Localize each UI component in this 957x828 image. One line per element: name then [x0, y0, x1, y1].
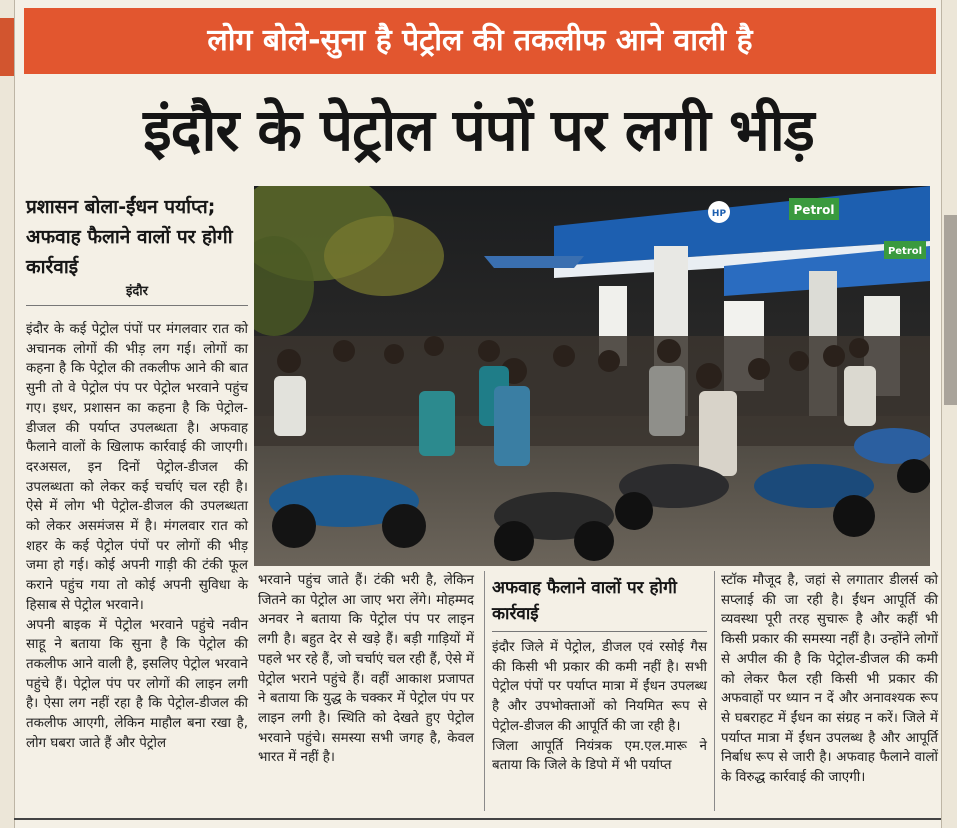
next-column-edge [941, 0, 957, 828]
divider [26, 305, 248, 306]
petrol-pump-crowd-photo [254, 186, 930, 566]
hp-logo: HP [711, 209, 727, 219]
article-column-2 [258, 571, 474, 768]
sign-petrol-2: Petrol [887, 246, 923, 257]
previous-banner-edge [0, 18, 14, 76]
subhead: प्रशासन बोला-ईंधन पर्याप्त; अफवाह फैलाने वालों पर होगी कार्रवाई [26, 196, 233, 278]
sign-petrol-1: Petrol [793, 203, 835, 217]
next-photo-edge [944, 215, 957, 405]
previous-text-edge [2, 390, 12, 750]
news-photo [254, 186, 930, 566]
article-column-3 [492, 638, 707, 776]
paragraph: इंदौर के कई पेट्रोल पंपों पर मंगलवार रात को अचानक लोगों की भीड़ लग गई। लोगों का कहना है कि पेट्रोल की तकलीफ आने की बात सुनी तो वे पेट्रोल पंप पर पेट्रोल भरवाने पहुंच गए। इधर, प्रशासन का कहना है कि पेट्रोल-डीजल की पर्याप्त उपलब्धता है। अफवाह फैलाने वालों के खिलाफ कार्रवाई की जाएगी। दरअसल, इन दिनों पेट्रोल-डीजल की उपलब्धता को लेकर कई चर्चाएं चल रही है। ऐसे में लोग भी पेट्रोल-डीजल की उपलब्धता को लेकर असमंजस में है। मंगलवार रात को शहर के कई पेट्रोल पंपों पर लोगों की भीड़ जमा हो गई। कोई अपनी गाड़ी की टंकी फूल कराने पहुंच गया तो कोई अपनी सुविधा के हिसाब से पेट्रोल भरवाने। [26, 322, 248, 613]
dateline: इंदौर [126, 284, 148, 299]
article-column-1 [26, 320, 248, 753]
paragraph: जिला आपूर्ति नियंत्रक एम.एल.मारू ने बताया कि जिले के डिपो में भी पर्याप्त [492, 738, 707, 774]
kicker-banner [24, 8, 936, 74]
article-column-4 [721, 571, 938, 788]
divider [492, 631, 707, 632]
paragraph: इंदौर जिले में पेट्रोल, डीजल एवं रसोई गैस की किसी भी प्रकार की कमी नहीं है। सभी पेट्रोल पंपों पर पर्याप्त मात्रा में ईंधन उपलब्ध है और उपभोक्ताओं को नियमित रूप से पेट्रोल-डीजल की आपूर्ति की जा रही है। [492, 640, 707, 734]
paragraph: अपनी बाइक में पेट्रोल भरवाने पहुंचे नवीन साहू ने बताया कि सुना है कि पेट्रोल की तकलीफ आने वाली है, इसलिए पेट्रोल भरवाने पहुंचे हैं। पेट्रोल पंप पर लोगों की लाइन लगी है। ऐसा लग नहीं रहा है कि पेट्रोल-डीजल की तकलीफ आएगी, लेकिन माहौल बना रखा है, लोग घबरा जाते हैं और पेट्रोल [26, 617, 248, 751]
column-divider [484, 571, 485, 811]
bottom-rule [14, 818, 941, 820]
subheading-rumor-action: अफवाह फैलाने वालों पर होगी कार्रवाई [492, 578, 677, 624]
column-divider [714, 571, 715, 811]
paragraph: भरवाने पहुंच जाते हैं। टंकी भरी है, लेकिन जितने का पेट्रोल आ जाए भरा लेंगे। मोहम्मद अनवर ने बताया कि पेट्रोल पंप पर लाइन लगी है। बहुत देर से खड़े हैं। बड़ी गाड़ियों में पहले भर रहे हैं, जो चर्चाएं चल रही हैं, ऐसे में पेट्रोल भराने पहुंचे हैं। वहीं आकाश प्रजापत ने बताया कि युद्ध के चक्कर में पेट्रोल पंप पर लाइन लगी है। स्थिति को देखते हुए पेट्रोल भरवाने पहुंचे। समस्या सभी जगह है, केवल भारत में नहीं है। [258, 573, 474, 766]
headline: इंदौर के पेट्रोल पंपों पर लगी भीड़ [143, 96, 814, 164]
paragraph: स्टॉक मौजूद है, जहां से लगातार डीलर्स को सप्लाई की जा रही है। ईंधन आपूर्ति की व्यवस्था पूरी तरह सुचारू है और कहीं भी किसी प्रकार की समस्या नहीं है। उन्होंने लोगों से अपील की है कि पेट्रोल-डीजल की कमी को लेकर फैल रही किसी भी प्रकार की अफवाहों पर ध्यान न दें और अनावश्यक रूप से घबराहट में ईंधन का संग्रह न करें। जिले में पर्याप्त मात्रा में ईंधन उपलब्ध है और आपूर्ति निर्बाध रूप से जारी है। अफवाह फैलाने वालों के विरुद्ध कार्रवाई की जाएगी। [721, 573, 938, 786]
previous-column-edge [0, 0, 15, 828]
kicker-text: लोग बोले-सुना है पेट्रोल की तकलीफ आने वाली है [207, 23, 753, 58]
